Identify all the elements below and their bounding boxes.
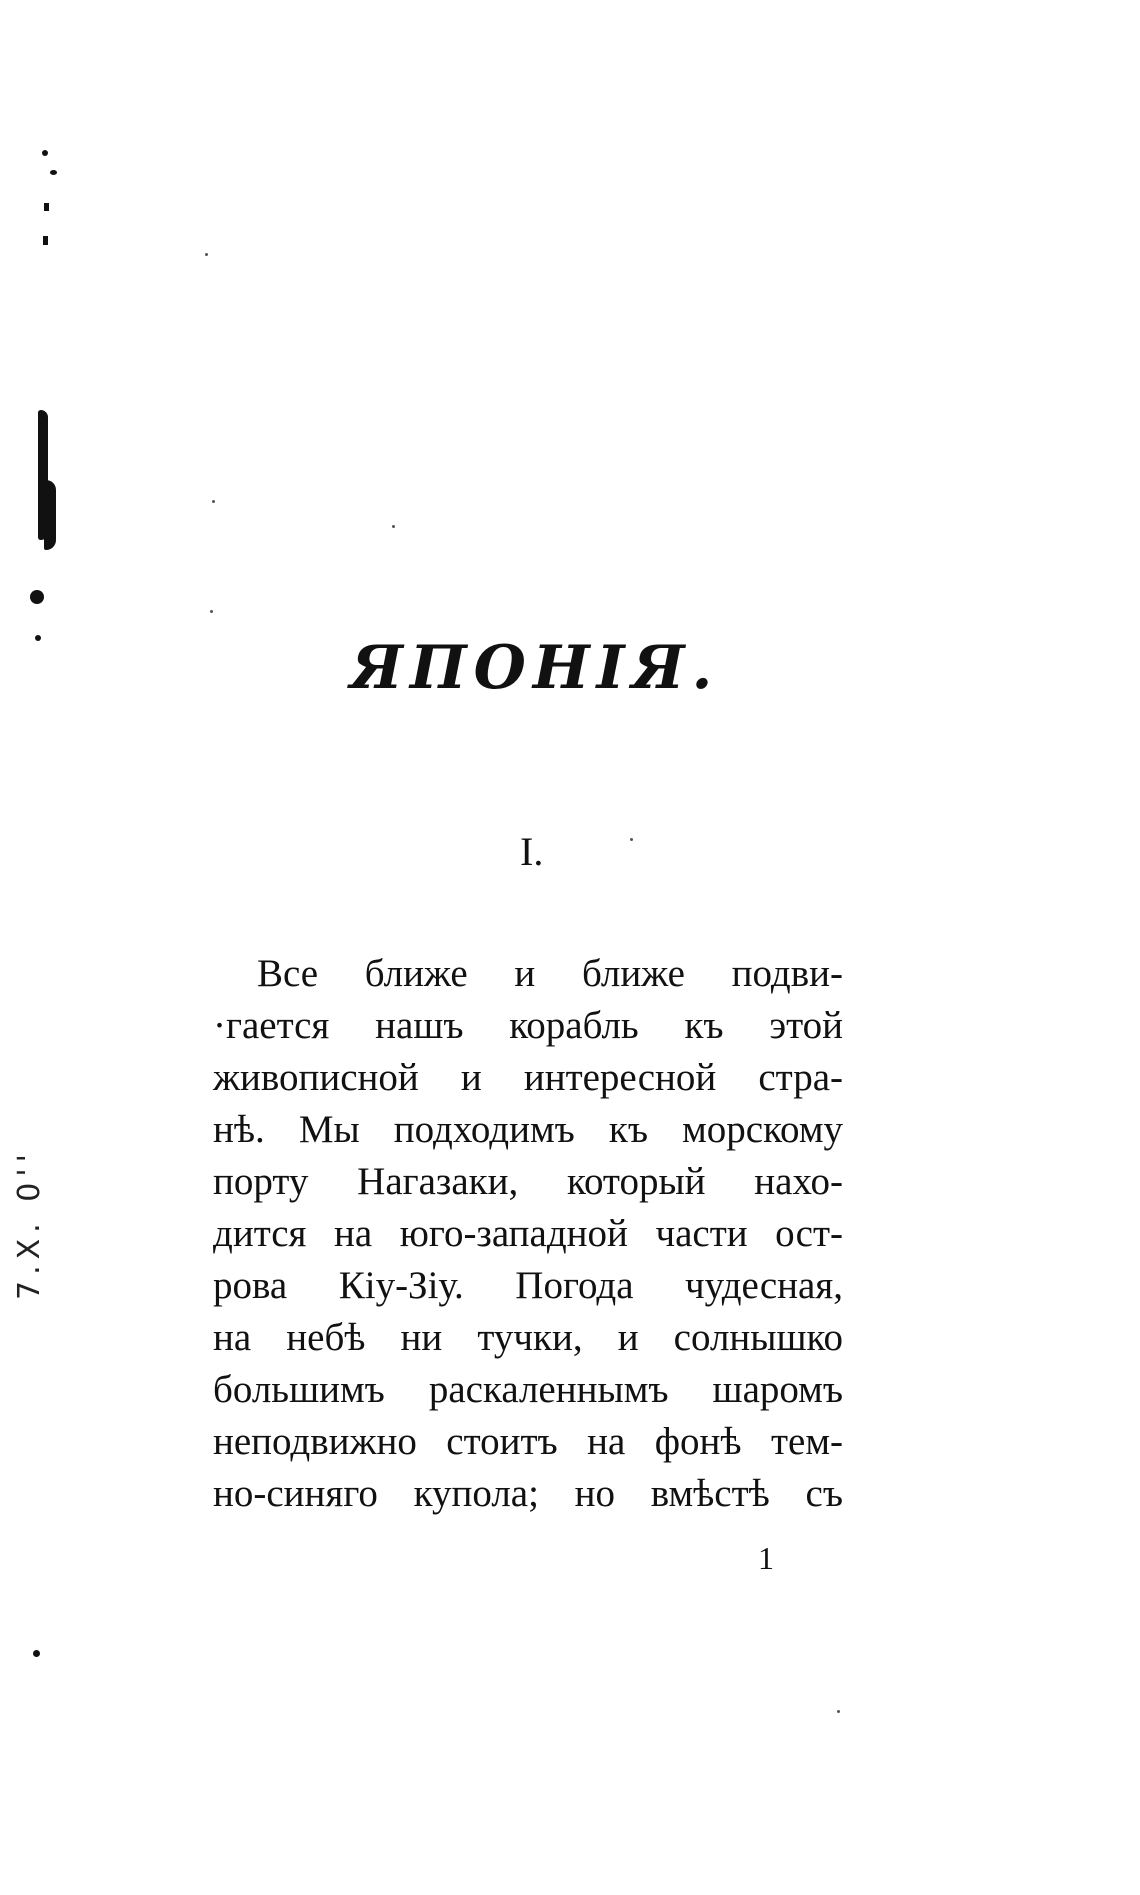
paper-speck [630,838,633,841]
binding-mark [50,170,57,175]
text-line: большимъ раскаленнымъ шаромъ [213,1368,843,1411]
text-line: Все ближе и ближе подви- [257,952,843,995]
chapter-title: ЯПОНІЯ. [350,633,720,703]
text-line: дится на юго-западной части ост- [213,1212,843,1255]
handwritten-margin-note: 7.X. 0'' [12,1148,47,1300]
page-number: 1 [758,1540,774,1576]
binding-mark [42,150,48,156]
text-line: рова Кіу-Зіу. Погода чудесная, [213,1264,843,1307]
paper-speck [392,525,395,528]
text-line: ·гается нашъ корабль къ этой [213,1004,843,1047]
text-line: порту Нагазаки, который нахо- [213,1160,843,1203]
text-line: живописной и интересной стра- [213,1056,843,1099]
binding-mark [44,203,49,211]
body-paragraph [213,948,843,1520]
paper-speck [212,500,215,503]
binding-mark [33,1650,40,1657]
paper-speck [210,610,213,613]
binding-mark [44,480,56,550]
text-line: нѣ. Мы подходимъ къ морскому [213,1108,843,1151]
section-number: I. [520,829,544,874]
binding-mark [35,635,41,641]
text-line: но-синяго купола; но вмѣстѣ съ [213,1472,843,1515]
paper-speck [205,253,208,256]
binding-mark [43,236,48,245]
text-line: неподвижно стоитъ на фонѣ тем- [213,1420,843,1463]
paper-speck [837,1710,840,1713]
binding-mark [30,590,44,604]
text-line: на небѣ ни тучки, и солнышко [213,1316,843,1359]
